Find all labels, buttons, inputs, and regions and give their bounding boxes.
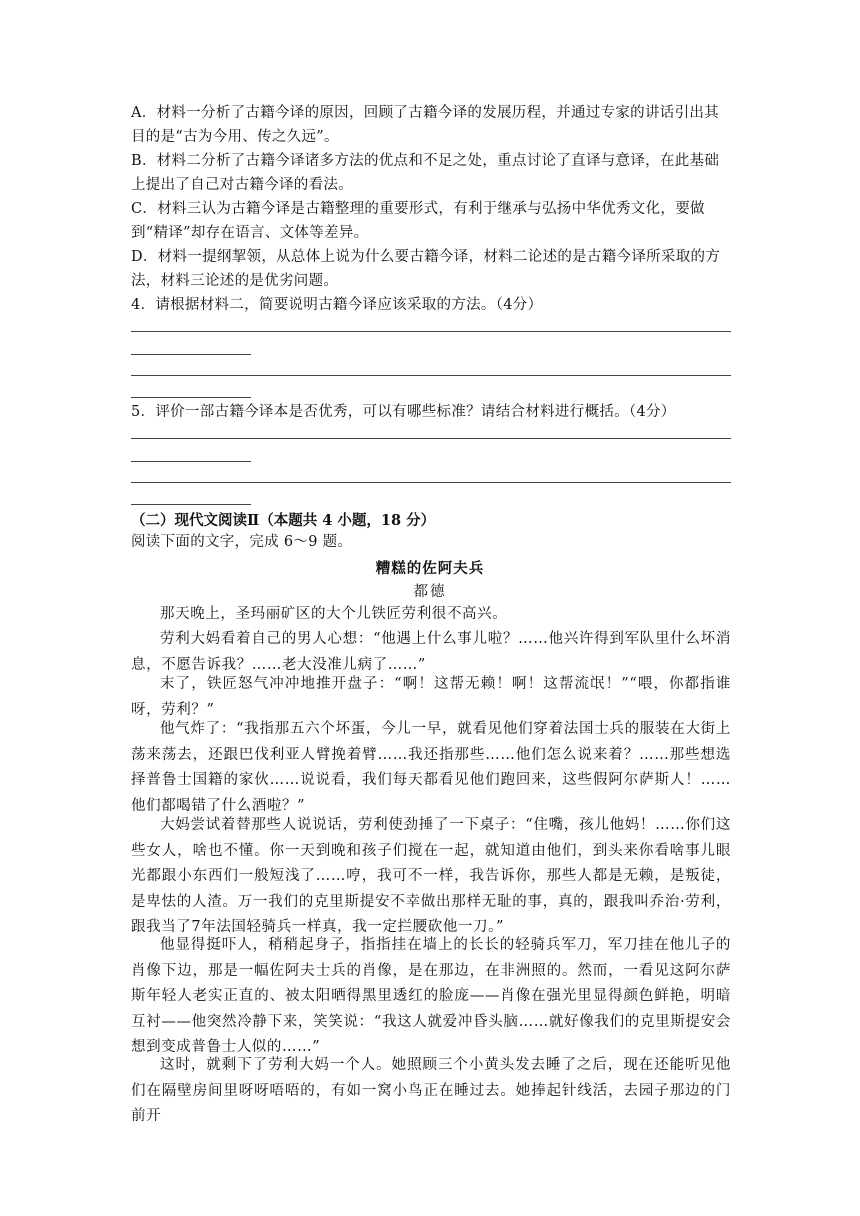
answer-line[interactable] [131, 482, 731, 483]
answer-line[interactable] [131, 354, 251, 355]
option-a: A．材料一分析了古籍今译的原因，回顾了古籍今译的发展历程，并通过专家的讲话引出其目的是“古为今用、传之久远”。 [131, 105, 719, 145]
answer-line[interactable] [131, 375, 731, 376]
answer-line[interactable] [131, 504, 251, 505]
option-d: D．材料一提纲挈领，从总体上说为什么要古籍今译，材料二论述的是古籍今译所采取的方法，材料三论述的是优劣问题。 [131, 249, 721, 289]
section-heading: （二）现代文阅读Ⅱ（本题共 4 小题，18 分） [131, 512, 436, 529]
story-paragraph: 他显得挺吓人，稍稍起身子，指指挂在墙上的长长的轻骑兵军刀，军刀挂在他儿子的肖像下边，那是一幅佐阿夫士兵的肖像，是在那边，在非洲照的。然而，一看见这阿尔萨斯年轻人老实正直的、被太阳晒得黑里透红的脸庞——肖像在强光里显得颜色鲜艳，明暗互衬——他突然冷静下来，笑笑说：“我这人就爱冲昏头脑……就好像我们的克里斯提安会想到变成普鲁士人似的……” [131, 937, 731, 1055]
answer-line[interactable] [131, 331, 731, 332]
story-title: 糟糕的佐阿夫兵 [375, 560, 485, 577]
story-paragraph: 那天晚上，圣玛丽矿区的大个儿铁匠劳利很不高兴。 [160, 606, 508, 622]
story-paragraph: 末了，铁匠怒气冲冲地推开盘子：“啊！这帮无赖！啊！这帮流氓！”“喂，你都指谁呀，劳利？” [131, 676, 731, 718]
option-b: B．材料二分析了古籍今译诸多方法的优点和不足之处，重点讨论了直译与意译，在此基础上提出了自己对古籍今译的看法。 [131, 153, 720, 193]
answer-line[interactable] [131, 461, 251, 462]
question-4: 4．请根据材料二，简要说明古籍今译应该采取的方法。（4分） [131, 297, 543, 313]
question-5: 5．评价一部古籍今译本是否优秀，可以有哪些标准？请结合材料进行概括。（4分） [131, 404, 676, 420]
answer-line[interactable] [131, 438, 731, 439]
option-c: C．材料三认为古籍今译是古籍整理的重要形式，有利于继承与弘扬中华优秀文化，要做到“精译”却存在语言、文体等差异。 [131, 201, 705, 241]
story-author: 都德 [413, 584, 447, 600]
reading-instruction: 阅读下面的文字，完成 6～9 题。 [131, 534, 353, 550]
story-paragraph: 大妈尝试着替那些人说说话，劳利使劲捶了一下桌子：“住嘴，孩儿他妈！……你们这些女人，啥也不懂。你一天到晚和孩子们搅在一起，就知道由他们，到头来你看啥事儿眼光都跟小东西们一般短浅了……哼，我可不一样，我告诉你，那些人都是无赖，是叛徒，是卑怯的人渣。万一我们的克里斯提安不幸做出那样无耻的事，真的，跟我叫乔治·劳利，跟我当了7年法国轻骑兵一样真，我一定拦腰砍他一刀。” [131, 817, 731, 935]
story-paragraph: 他气炸了：“我指那五六个坏蛋，今儿一早，就看见他们穿着法国士兵的服装在大街上荡来荡去，还跟巴伐利亚人臂挽着臂……我还指那些……他们怎么说来着？……那些想选择普鲁士国籍的家伙……说说看，我们每天都看见他们跑回来，这些假阿尔萨斯人！……他们都喝错了什么酒啦？” [131, 721, 731, 814]
story-paragraph: 这时，就剩下了劳利大妈一个人。她照顾三个小黄头发去睡了之后，现在还能听见他们在隔壁房间里呀呀唔唔的，有如一窝小鸟正在睡过去。她捧起针线活，去园子那边的门前开 [131, 1057, 731, 1124]
story-paragraph: 劳利大妈看着自己的男人心想：“他遇上什么事儿啦？……他兴许得到军队里什么坏消息，不愿告诉我？……老大没准儿病了……” [131, 631, 731, 673]
answer-line[interactable] [131, 397, 251, 398]
